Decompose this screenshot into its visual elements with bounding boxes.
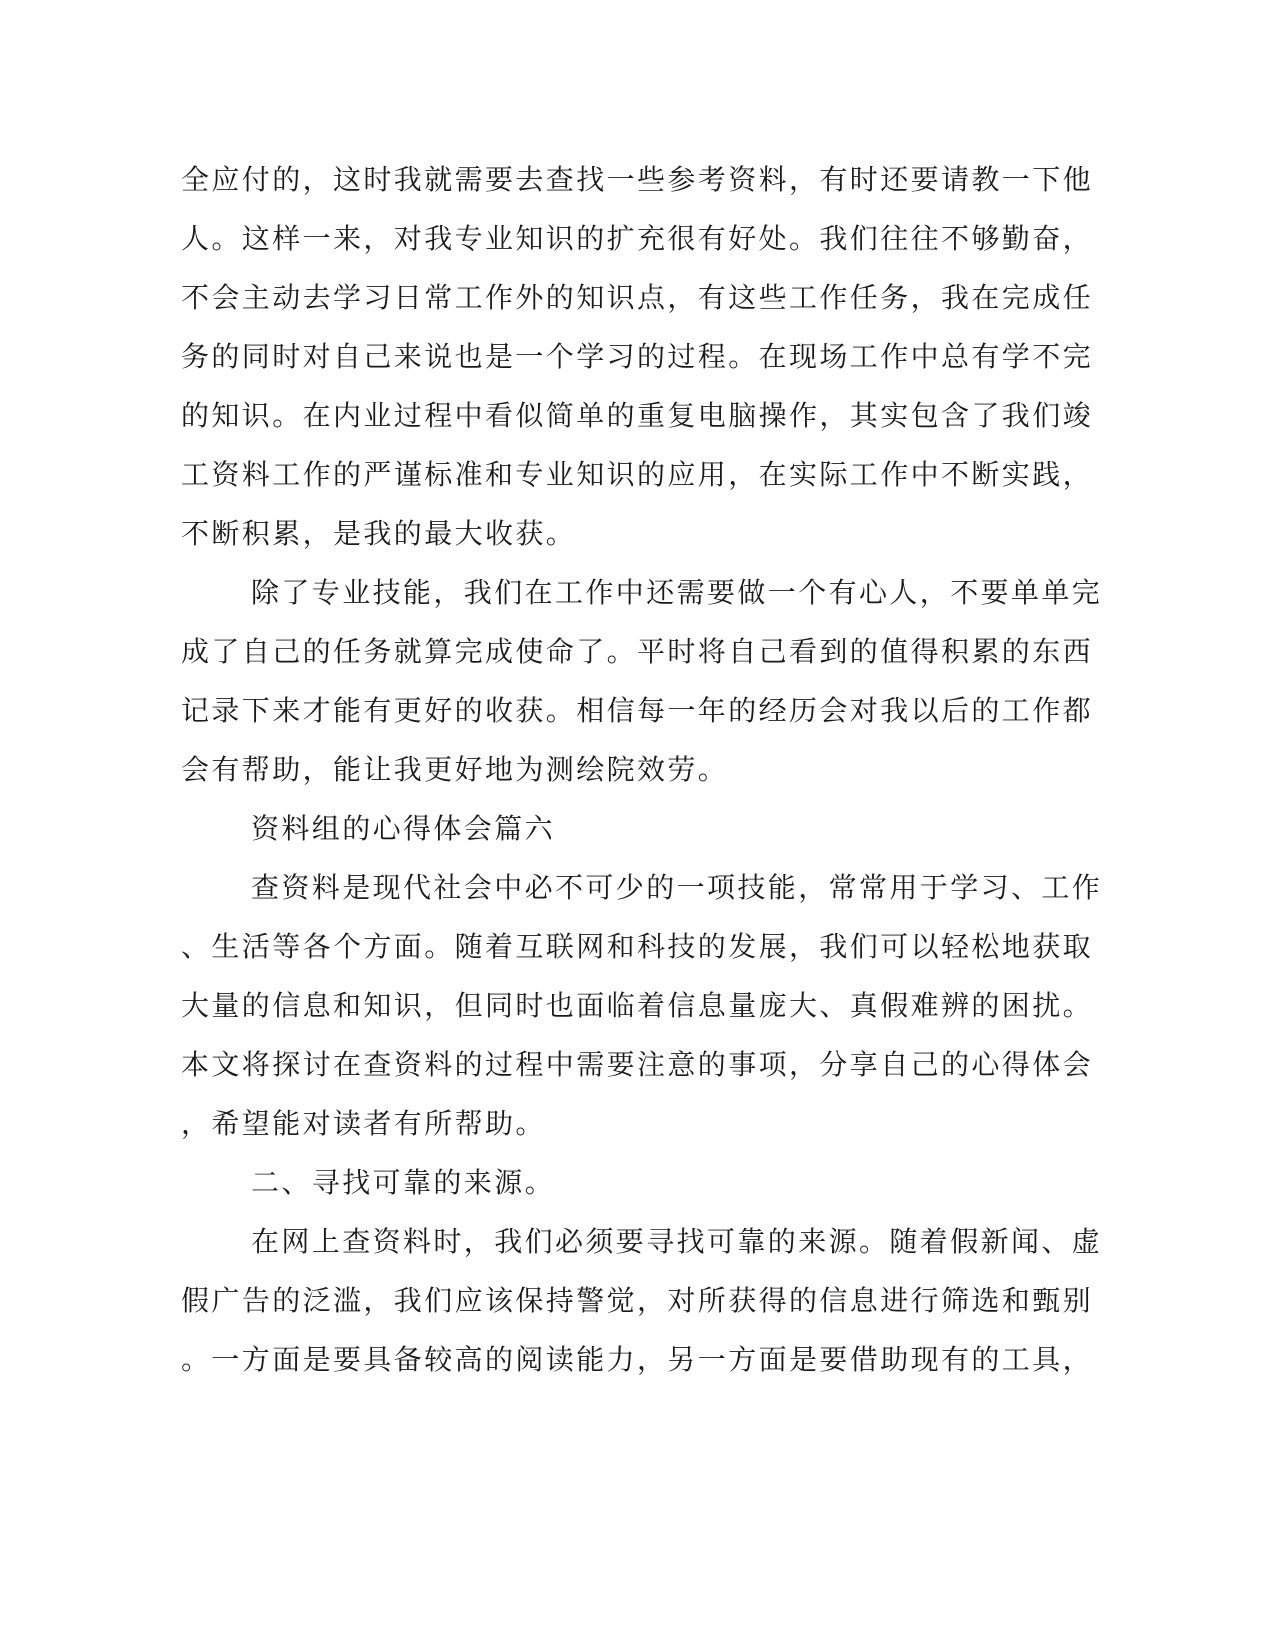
text-line: 人。这样一来，对我专业知识的扩充很有好处。我们往往不够勤奋， bbox=[181, 222, 1094, 255]
text-line: 假广告的泛滥，我们应该保持警觉，对所获得的信息进行筛选和甄别 bbox=[181, 1284, 1094, 1317]
text-line: ，希望能对读者有所帮助。 bbox=[181, 1107, 546, 1140]
paragraph-start-line: 查资料是现代社会中必不可少的一项技能，常常用于学习、工作 bbox=[251, 871, 1103, 904]
subsection-heading: 二、寻找可靠的来源。 bbox=[251, 1166, 556, 1199]
paragraph-start-line: 除了专业技能，我们在工作中还需要做一个有心人，不要单单完 bbox=[251, 576, 1103, 609]
text-line: 的知识。在内业过程中看似简单的重复电脑操作，其实包含了我们竣 bbox=[181, 399, 1094, 432]
section-heading: 资料组的心得体会篇六 bbox=[251, 812, 556, 845]
paragraph-start-line: 在网上查资料时，我们必须要寻找可靠的来源。随着假新闻、虚 bbox=[251, 1225, 1103, 1258]
text-line: 不会主动去学习日常工作外的知识点，有这些工作任务，我在完成任 bbox=[181, 281, 1094, 314]
text-line: 不断积累，是我的最大收获。 bbox=[181, 517, 577, 550]
text-line: 工资料工作的严谨标准和专业知识的应用，在实际工作中不断实践， bbox=[181, 458, 1094, 491]
text-line: 、生活等各个方面。随着互联网和科技的发展，我们可以轻松地获取 bbox=[181, 930, 1094, 963]
text-line: 会有帮助，能让我更好地为测绘院效劳。 bbox=[181, 753, 729, 786]
text-line: 全应付的，这时我就需要去查找一些参考资料，有时还要请教一下他 bbox=[181, 163, 1094, 196]
text-line: 本文将探讨在查资料的过程中需要注意的事项，分享自己的心得体会 bbox=[181, 1048, 1094, 1081]
text-line: 成了自己的任务就算完成使命了。平时将自己看到的值得积累的东西 bbox=[181, 635, 1094, 668]
text-line: 务的同时对自己来说也是一个学习的过程。在现场工作中总有学不完 bbox=[181, 340, 1094, 373]
text-line: 记录下来才能有更好的收获。相信每一年的经历会对我以后的工作都 bbox=[181, 694, 1094, 727]
text-line: 。一方面是要具备较高的阅读能力，另一方面是要借助现有的工具， bbox=[181, 1343, 1094, 1376]
text-line: 大量的信息和知识，但同时也面临着信息量庞大、真假难辨的困扰。 bbox=[181, 989, 1094, 1022]
